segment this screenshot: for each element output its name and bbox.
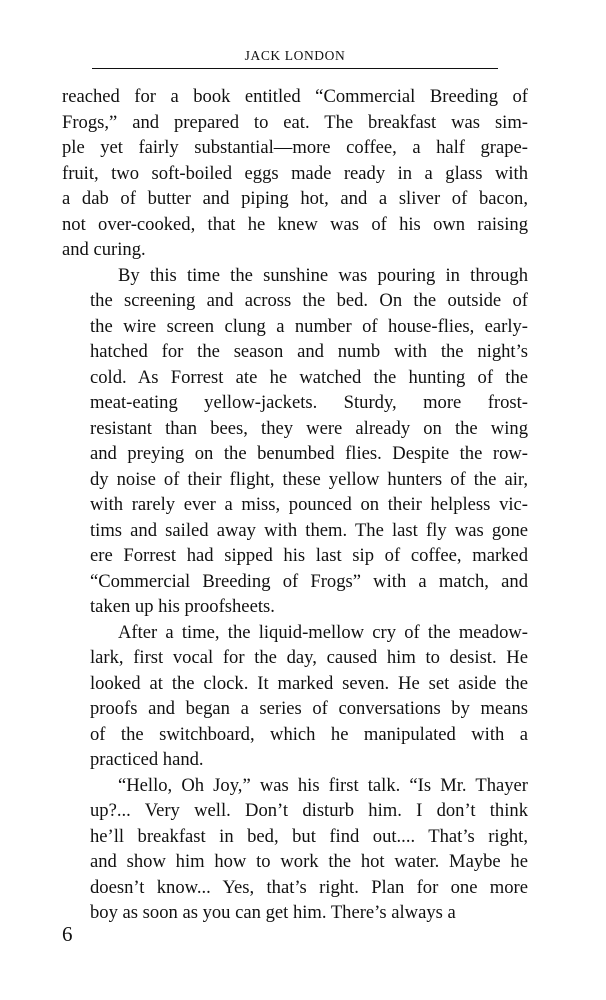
text-line: the screening and across the bed. On the outside of — [90, 290, 528, 311]
paragraph — [62, 620, 528, 773]
text-line: of the switchboard, which he manipulated with a — [90, 723, 528, 745]
text-line: doesn’t know... Yes, that’s right. Plan for one more — [90, 876, 528, 898]
text-line: reached for a book entitled “Commercial Breeding of — [62, 86, 528, 107]
text-line: fruit, two soft-boiled eggs made ready in a glass with — [62, 162, 528, 184]
text-line: cold. As Forrest ate he watched the hunting of the — [90, 366, 528, 388]
paragraph — [62, 773, 528, 926]
text-line: “Commercial Breeding of Frogs” with a match, and — [90, 570, 528, 592]
page-number: 6 — [62, 922, 73, 946]
text-line: not over-cooked, that he knew was of his own raising — [62, 213, 528, 235]
text-line: ere Forrest had sipped his last sip of coffee, marked — [90, 545, 528, 566]
text-line: boy as soon as you can get him. There’s always a — [90, 902, 456, 923]
text-line: the wire screen clung a number of house-flies, early- — [90, 315, 528, 337]
paragraph — [62, 263, 528, 620]
text-line: After a time, the liquid-mellow cry of the meadow- — [118, 621, 528, 643]
text-line: looked at the clock. It marked seven. He set aside the — [90, 672, 528, 694]
text-line: practiced hand. — [90, 749, 204, 770]
text-line: resistant than bees, they were already on the wing — [90, 417, 528, 439]
text-line: ple yet fairly substantial—more coffee, a half grape- — [62, 137, 528, 158]
text-line: By this time the sunshine was pouring in through — [118, 264, 528, 286]
text-line: proofs and began a series of conversations by means — [90, 698, 528, 719]
text-line: Frogs,” and prepared to eat. The breakfast was sim- — [62, 111, 528, 133]
text-line: he’ll breakfast in bed, but find out.... That’s right, — [90, 825, 528, 847]
text-line: meat-eating yellow-jackets. Sturdy, more frost- — [90, 392, 528, 413]
text-line: up?... Very well. Don’t disturb him. I don’t think — [90, 800, 528, 821]
text-line: and show him how to work the hot water. Maybe he — [90, 851, 528, 872]
text-line: hatched for the season and numb with the night’s — [90, 341, 528, 362]
header-rule — [92, 68, 498, 69]
body-text — [62, 84, 528, 926]
text-line: with rarely ever a miss, pounced on their helpless vic- — [90, 494, 528, 515]
text-line: tims and sailed away with them. The last fly was gone — [90, 519, 528, 541]
text-line: and curing. — [62, 239, 146, 260]
running-head: JACK LONDON — [244, 48, 346, 63]
text-line: dy noise of their flight, these yellow hunters of the air, — [90, 468, 528, 490]
text-line: a dab of butter and piping hot, and a sliver of bacon, — [62, 188, 528, 209]
text-line: and preying on the benumbed flies. Despite the row- — [90, 443, 528, 464]
text-line: “Hello, Oh Joy,” was his first talk. “Is Mr. Thayer — [118, 774, 528, 796]
text-line: taken up his proofsheets. — [90, 596, 275, 617]
text-line: lark, first vocal for the day, caused him to desist. He — [90, 647, 528, 668]
paragraph — [62, 84, 528, 263]
